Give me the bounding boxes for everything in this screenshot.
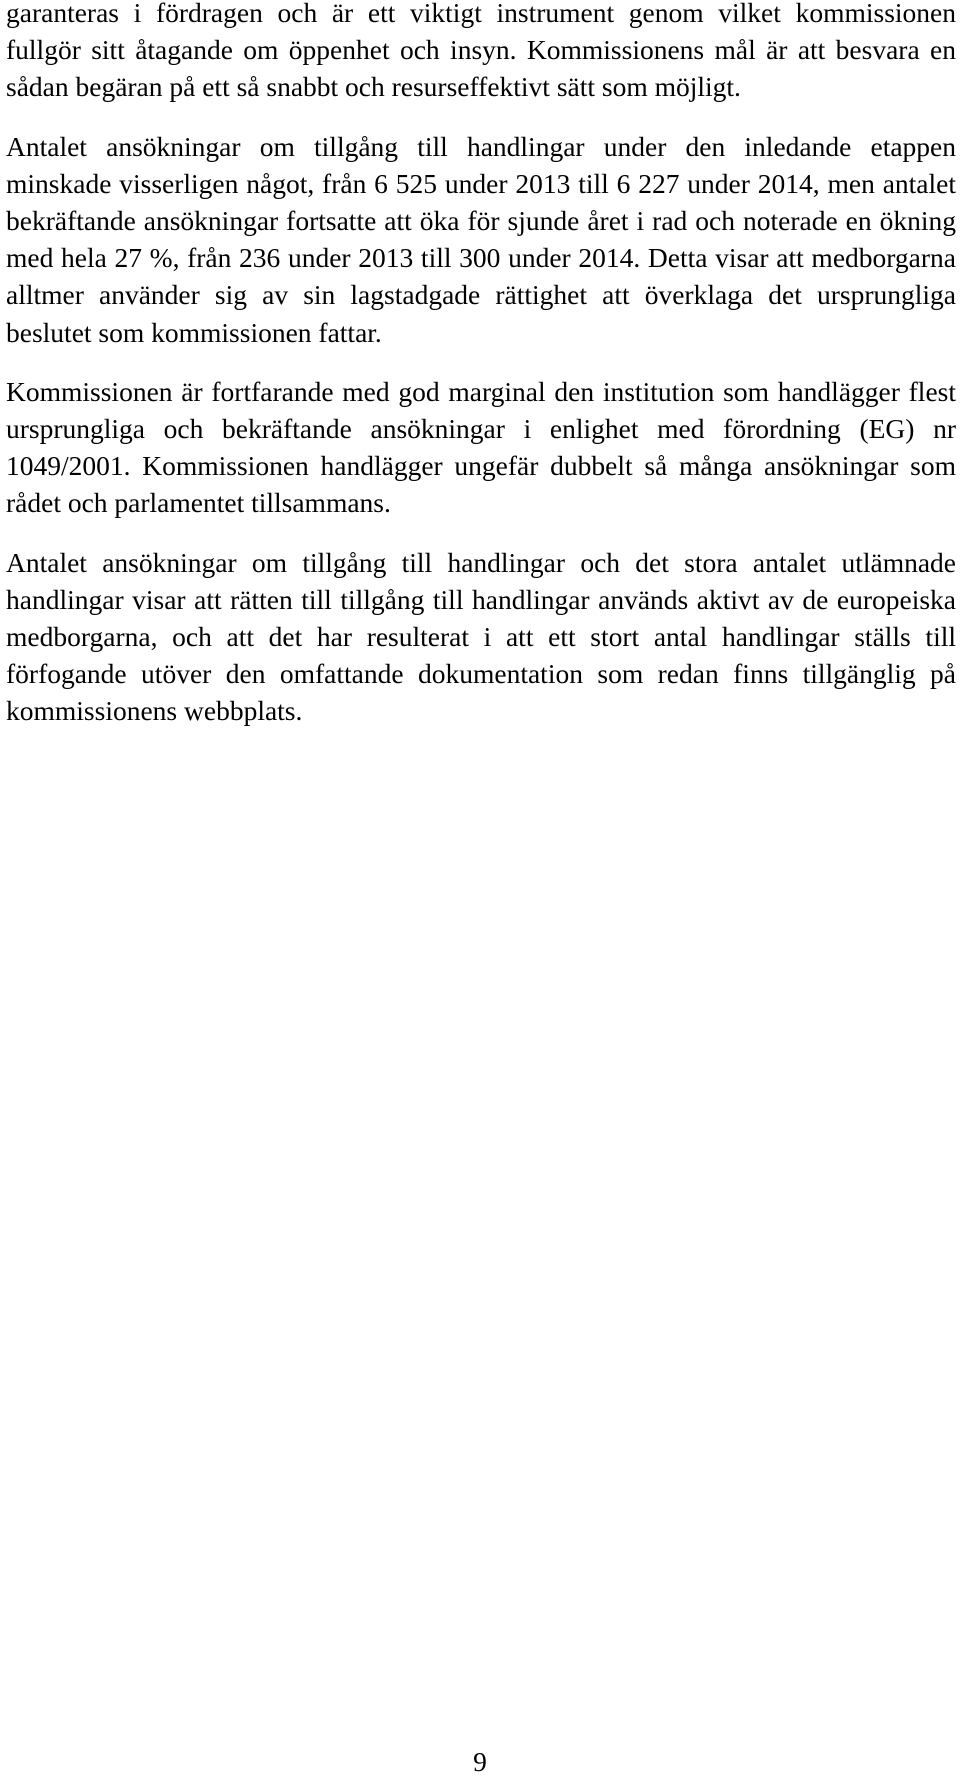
page-number: 9 bbox=[473, 1746, 487, 1777]
paragraph-continuation: garanteras i fördragen och är ett viktigt instrument genom vilket kommissionen fullgör sitt åtagande om öppenhet och insyn. Kommissionens mål är att besvara en sådan begäran på ett så snabbt och resurseffektivt sätt som möjligt. bbox=[6, 0, 956, 103]
paragraph-commission-handling: Kommissionen är fortfarande med god marginal den institution som handlägger flest ursprungliga och bekräftande ansökningar i enlighet med förordning (EG) nr 1049/2001. Kommissionen handlägger ungefär dubbelt så många ansökningar som rådet och parlamentet tillsammans. bbox=[6, 375, 956, 519]
paragraph-application-statistics: Antalet ansökningar om tillgång till handlingar under den inledande etappen minskade visserligen något, från 6 525 under 2013 till 6 227 under 2014, men antalet bekräftande ansökningar fortsatte att öka för sjunde året i rad och noterade en ökning med hela 27 %, från 236 under 2013 till 300 under 2014. Detta visar att medborgarna alltmer använder sig av sin lagstadgade rättighet att överklaga det ursprungliga beslutet som kommissionen fattar. bbox=[6, 130, 956, 348]
paragraph-right-of-access: Antalet ansökningar om tillgång till handlingar och det stora antalet utlämnade handlingar visar att rätten till tillgång till handlingar används aktivt av de europeiska medborgarna, och att det har resulterat i att ett stort antal handlingar ställs till förfogande utöver den omfattande dokumentation som redan finns tillgänglig på kommissionens webbplats. bbox=[6, 546, 956, 727]
document-body bbox=[6, 0, 956, 730]
